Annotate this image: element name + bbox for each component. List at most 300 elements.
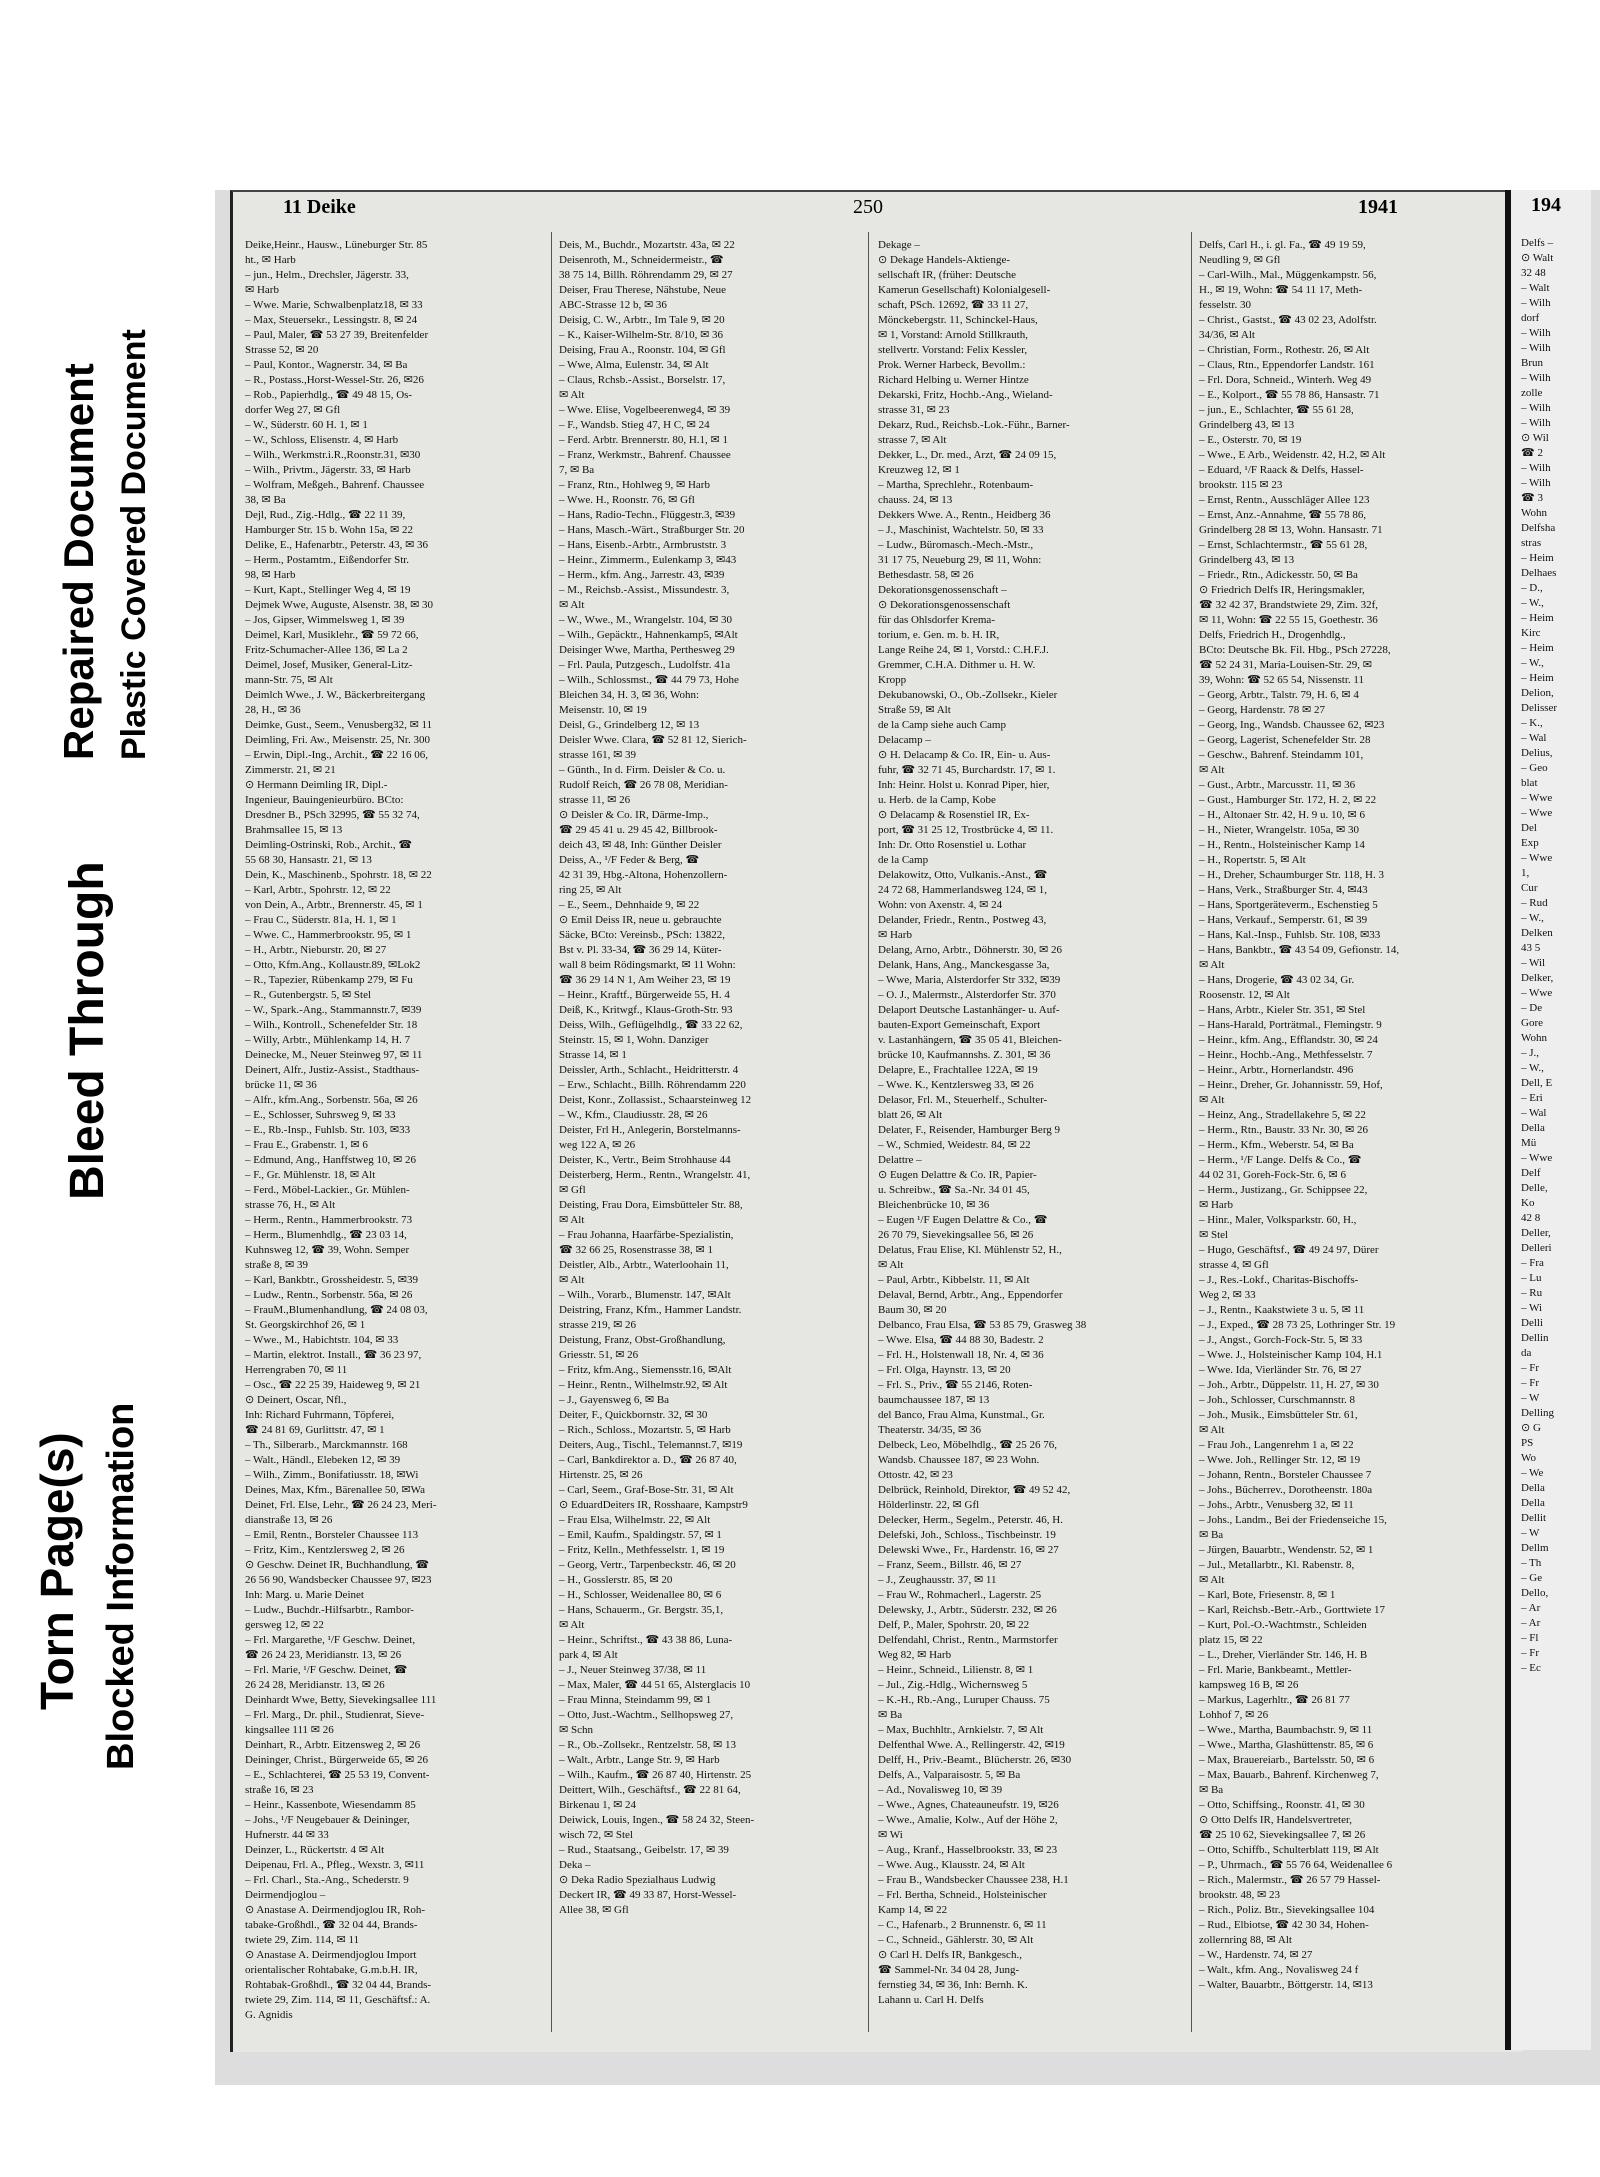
directory-entry-line: Deiser, Frau Therese, Nähstube, Neue xyxy=(559,284,727,296)
directory-entry-line: 7, ✉ Ba xyxy=(559,464,595,476)
directory-entry-line: – Frau W., Rohmacherl., Lagerstr. 25 xyxy=(878,1589,1042,1601)
directory-entry-line: Mü xyxy=(1521,1137,1537,1149)
directory-entry-line: – Heinr., Schriftst., ☎ 43 38 86, Luna- xyxy=(559,1634,733,1646)
directory-entry-line: Hirtenstr. 25, ✉ 26 xyxy=(559,1469,643,1481)
directory-entry-line: Gore xyxy=(1521,1017,1543,1029)
directory-entry-line: – Frl. Dora, Schneid., Winterh. Weg 49 xyxy=(1199,374,1372,386)
directory-entry-line: – Osc., ☎ 22 25 39, Haideweg 9, ✉ 21 xyxy=(245,1379,421,1391)
directory-entry-line: Baum 30, ✉ 20 xyxy=(878,1304,947,1316)
column-rule xyxy=(551,232,552,2032)
directory-entry-line: BCto: Deutsche Bk. Fil. Hbg., PSch 27228, xyxy=(1199,644,1391,656)
directory-entry-line: de la Camp siehe auch Camp xyxy=(878,719,1006,731)
directory-entry-line: tabake-Großhdl., ☎ 32 04 44, Brands- xyxy=(245,1919,418,1931)
directory-entry-line: – C., Schneid., Gählerstr. 30, ✉ Alt xyxy=(878,1934,1034,1946)
directory-entry-line: 38, ✉ Ba xyxy=(245,494,286,506)
directory-entry-line: Prok. Werner Harbeck, Bevollm.: xyxy=(878,359,1026,371)
directory-entry-line: – Wwe. Joh., Rellinger Str. 12, ✉ 19 xyxy=(1199,1454,1361,1466)
directory-entry-line: da xyxy=(1521,1347,1532,1359)
directory-entry-line: – jun., E., Schlachter, ☎ 55 61 28, xyxy=(1199,404,1354,416)
directory-entry-line: – FrauM.,Blumenhandlung, ☎ 24 08 03, xyxy=(245,1304,428,1316)
directory-page xyxy=(230,190,1523,2052)
directory-entry-line: – Rich., Schloss., Mozartstr. 5, ✉ Harb xyxy=(559,1424,731,1436)
directory-entry-line: Kamerun Gesellschaft) Kolonialgesell- xyxy=(878,284,1051,296)
directory-entry-line: Deimke, Gust., Seem., Venusberg32, ✉ 11 xyxy=(245,719,433,731)
directory-entry-line: Delander, Friedr., Rentn., Postweg 43, xyxy=(878,914,1047,926)
directory-entry-line: – Otto, Schiffsing., Roonstr. 41, ✉ 30 xyxy=(1199,1799,1365,1811)
directory-entry-line: Deiß, K., Kritwgf., Klaus-Groth-Str. 93 xyxy=(559,1004,733,1016)
directory-entry-line: – W., xyxy=(1521,912,1544,924)
directory-entry-line: ✉ 11, Wohn: ☎ 22 55 15, Goethestr. 36 xyxy=(1199,614,1378,626)
directory-entry-line: ☎ 3 xyxy=(1521,492,1543,504)
bleed-through-label: Bleed Through xyxy=(61,861,114,1200)
directory-entry-line: – Wwe., Martha, Baumbachstr. 9, ✉ 11 xyxy=(1199,1724,1373,1736)
directory-entry-line: – H., Schlosser, Weidenallee 80, ✉ 6 xyxy=(559,1589,722,1601)
directory-entry-line: Delling xyxy=(1521,1407,1554,1419)
directory-entry-line: straße 8, ✉ 39 xyxy=(245,1259,308,1271)
directory-entry-line: ☎ Sammel-Nr. 34 04 28, Jung- xyxy=(878,1964,1020,1976)
directory-entry-line: – R., Tapezier, Rübenkamp 279, ✉ Fu xyxy=(245,974,413,986)
directory-entry-line: – Claus, Rtn., Eppendorfer Landstr. 161 xyxy=(1199,359,1375,371)
directory-entry-line: Deisl, G., Grindelberg 12, ✉ 13 xyxy=(559,719,700,731)
directory-entry-line: – W., Schloss, Elisenstr. 4, ✉ Harb xyxy=(245,434,399,446)
directory-entry-line: – Wwe. Elise, Vogelbeerenweg4, ✉ 39 xyxy=(559,404,731,416)
directory-entry-line: ⊙ Dekorationsgenossenschaft xyxy=(878,599,1011,611)
directory-entry-line: u. Schreibw., ☎ Sa.-Nr. 34 01 45, xyxy=(878,1184,1030,1196)
directory-entry-line: ✉ Wi xyxy=(878,1829,903,1841)
directory-entry-line: Lahann u. Carl H. Delfs xyxy=(878,1994,984,2006)
directory-entry-line: – J., Neuer Steinweg 37/38, ✉ 11 xyxy=(559,1664,707,1676)
directory-entry-line: Kuhnsweg 12, ☎ 39, Wohn. Semper xyxy=(245,1244,410,1256)
directory-entry-line: ⊙ Geschw. Deinet IR, Buchhandlung, ☎ xyxy=(245,1559,430,1571)
directory-entry-line: – Wilh xyxy=(1521,477,1551,489)
directory-entry-line: Grindelberg 43, ✉ 13 xyxy=(1199,419,1295,431)
directory-entry-line: – Frl. Olga, Haynstr. 13, ✉ 20 xyxy=(878,1364,1011,1376)
directory-entry-line: – Wilh xyxy=(1521,372,1551,384)
scanned-page xyxy=(215,190,1600,2085)
directory-entry-line: – We xyxy=(1521,1467,1544,1479)
directory-entry-line: – Wwe, Alma, Eulenstr. 34, ✉ Alt xyxy=(559,359,709,371)
directory-entry-line: straße 16, ✉ 23 xyxy=(245,1784,314,1796)
directory-entry-line: Deimling-Ostrinski, Rob., Archit., ☎ xyxy=(245,839,413,851)
directory-entry-line: Delewski Wwe., Fr., Hardenstr. 16, ✉ 27 xyxy=(878,1544,1059,1556)
directory-entry-line: ✉ Gfl xyxy=(559,1184,586,1196)
directory-entry-line: – Alfr., kfm.Ang., Sorbenstr. 56a, ✉ 26 xyxy=(245,1094,418,1106)
directory-entry-line: – Herm., Rtn., Baustr. 33 Nr. 30, ✉ 26 xyxy=(1199,1124,1369,1136)
column-rule xyxy=(868,232,869,2032)
directory-entry-line: Bethesdastr. 58, ✉ 26 xyxy=(878,569,974,581)
directory-entry-line: – Fritz, Kim., Kentzlersweg 2, ✉ 26 xyxy=(245,1544,405,1556)
directory-entry-line: Dekarz, Rud., Reichsb.-Lok.-Führ., Barner- xyxy=(878,419,1070,431)
directory-entry-line: Delefski, Joh., Schloss., Tischbeinstr. 19 xyxy=(878,1529,1056,1541)
directory-entry-line: – Rud., Staatsang., Geibelstr. 17, ✉ 39 xyxy=(559,1844,729,1856)
directory-entry-line: – H., Gosslerstr. 85, ✉ 20 xyxy=(559,1574,673,1586)
directory-entry-line: – Fr xyxy=(1521,1647,1540,1659)
directory-entry-line: – K., xyxy=(1521,717,1543,729)
directory-entry-line: – Georg, Vertr., Tarpenbeckstr. 46, ✉ 20 xyxy=(559,1559,736,1571)
directory-entry-line: – Frl. Marie, Bankbeamt., Mettler- xyxy=(1199,1664,1352,1676)
directory-entry-line: ring 25, ✉ Alt xyxy=(559,884,622,896)
directory-entry-line: Cur xyxy=(1521,882,1538,894)
directory-entry-line: – Wwe., E Arb., Weidenstr. 42, H.2, ✉ Alt xyxy=(1199,449,1386,461)
directory-entry-line: – Wwe., Amalie, Kolw., Auf der Höhe 2, xyxy=(878,1814,1058,1826)
directory-entry-line: Säcke, BCto: Vereinsb., PSch: 13822, xyxy=(559,929,726,941)
directory-entry-line: Deirmendjoglou – xyxy=(245,1889,326,1901)
directory-entry-line: – Ernst, Anz.-Annahme, ☎ 55 78 86, xyxy=(1199,509,1367,521)
directory-entry-line: – E., Seem., Dehnhaide 9, ✉ 22 xyxy=(559,899,700,911)
directory-entry-line: ⊙ H. Delacamp & Co. IR, Ein- u. Aus- xyxy=(878,749,1051,761)
directory-entry-line: – Karl, Bote, Friesenstr. 8, ✉ 1 xyxy=(1199,1589,1336,1601)
directory-entry-line: – Wilh., Schlossmst., ☎ 44 79 73, Hohe xyxy=(559,674,739,686)
directory-entry-line: – Paul, Kontor., Wagnerstr. 34, ✉ Ba xyxy=(245,359,408,371)
directory-entry-line: ⊙ EduardDeiters IR, Rosshaare, Kampstr9 xyxy=(559,1499,748,1511)
directory-entry-line: ✉ Alt xyxy=(559,1274,585,1286)
directory-entry-line: – Wwe. H., Roonstr. 76, ✉ Gfl xyxy=(559,494,695,506)
directory-entry-line: – Wwe. K., Kentzlersweg 33, ✉ 26 xyxy=(878,1079,1034,1091)
directory-entry-line: G. Agnidis xyxy=(245,2009,293,2021)
directory-entry-line: bauten-Export Gemeinschaft, Export xyxy=(878,1019,1041,1031)
directory-entry-line: Brahmsallee 15, ✉ 13 xyxy=(245,824,343,836)
directory-entry-line: Hufnerstr. 44 ✉ 33 xyxy=(245,1829,329,1841)
directory-entry-line: – Eduard, ¹/F Raack & Delfs, Hassel- xyxy=(1199,464,1364,476)
directory-entry-line: Brun xyxy=(1521,357,1543,369)
directory-entry-line: kingsallee 111 ✉ 26 xyxy=(245,1724,334,1736)
directory-entry-line: – Rich., Poliz. Btr., Sievekingsallee 104 xyxy=(1199,1904,1375,1916)
directory-entry-line: – Geo xyxy=(1521,762,1548,774)
directory-entry-line: Delank, Hans, Ang., Manckesgasse 3a, xyxy=(878,959,1050,971)
directory-entry-line: Strasse 52, ✉ 20 xyxy=(245,344,319,356)
directory-entry-line: ⊙ Friedrich Delfs IR, Heringsmakler, xyxy=(1199,584,1365,596)
directory-entry-line: 28, H., ✉ 36 xyxy=(245,704,301,716)
directory-entry-line: – Heinr., Rentn., Wilhelmstr.92, ✉ Alt xyxy=(559,1379,728,1391)
directory-entry-line: – Ad., Novalisweg 10, ✉ 39 xyxy=(878,1784,1003,1796)
directory-entry-line: – Max, Brauereiarb., Bartelsstr. 50, ✉ 6 xyxy=(1199,1754,1375,1766)
directory-entry-line: – Ludw., Büromasch.-Mech.-Mstr., xyxy=(878,539,1034,551)
directory-entry-line: Dellm xyxy=(1521,1542,1549,1554)
directory-entry-line: Dellin xyxy=(1521,1332,1549,1344)
directory-entry-line: – Wilh., Kontroll., Schenefelder Str. 18 xyxy=(245,1019,418,1031)
directory-entry-line: strasse 7, ✉ Alt xyxy=(878,434,947,446)
directory-entry-line: Deistung, Franz, Obst-Großhandlung, xyxy=(559,1334,726,1346)
directory-entry-line: – W., Schmied, Weidestr. 84, ✉ 22 xyxy=(878,1139,1031,1151)
directory-entry-line: 31 17 75, Neueburg 29, ✉ 11, Wohn: xyxy=(878,554,1042,566)
directory-entry-line: Inh: Marg. u. Marie Deinet xyxy=(245,1589,364,1601)
directory-entry-line: – Eugen ¹/F Eugen Delattre & Co., ☎ xyxy=(878,1214,1048,1226)
directory-entry-line: Della xyxy=(1521,1497,1545,1509)
directory-entry-line: – Walt., Arbtr., Lange Str. 9, ✉ Harb xyxy=(559,1754,720,1766)
directory-entry-line: – Franz, Seem., Billstr. 46, ✉ 27 xyxy=(878,1559,1022,1571)
directory-entry-line: Deisinger Wwe, Martha, Perthesweg 29 xyxy=(559,644,735,656)
directory-entry-line: Wohn xyxy=(1521,1032,1548,1044)
directory-entry-line: – Heim xyxy=(1521,672,1554,684)
directory-entry-line: – Herm., Postamtm., Eißendorfer Str. xyxy=(245,554,410,566)
directory-entry-line: Deka – xyxy=(559,1859,591,1871)
directory-entry-line: – Wilh xyxy=(1521,402,1551,414)
directory-entry-line: – Otto, Kfm.Ang., Kollaustr.89, ✉Lok2 xyxy=(245,959,421,971)
directory-entry-line: ⊙ Otto Delfs IR, Handelsvertreter, xyxy=(1199,1814,1352,1826)
directory-entry-line: – Edmund, Ang., Hanffstweg 10, ✉ 26 xyxy=(245,1154,416,1166)
directory-entry-line: fuhr, ☎ 32 71 45, Burchardstr. 17, ✉ 1. xyxy=(878,764,1056,776)
directory-entry-line: Dekarski, Fritz, Hochb.-Ang., Wieland- xyxy=(878,389,1053,401)
directory-entry-line: Deike,Heinr., Hausw., Lüneburger Str. 85 xyxy=(245,239,428,251)
directory-entry-line: – Hans, Eisenb.-Arbtr., Armbruststr. 3 xyxy=(559,539,727,551)
directory-entry-line: Delang, Arno, Arbtr., Döhnerstr. 30, ✉ 26 xyxy=(878,944,1062,956)
directory-entry-line: – Wwe., Martha, Glashüttenstr. 85, ✉ 6 xyxy=(1199,1739,1374,1751)
directory-entry-line: – Franz, Rtn., Hohlweg 9, ✉ Harb xyxy=(559,479,710,491)
directory-entry-line: – Fl xyxy=(1521,1632,1539,1644)
directory-entry-line: Birkenau 1, ✉ 24 xyxy=(559,1799,637,1811)
directory-entry-line: ✉ 1, Vorstand: Arnold Stillkrauth, xyxy=(878,329,1028,341)
directory-entry-line: – M., Reichsb.-Assist., Missundestr. 3, xyxy=(559,584,730,596)
directory-entry-line: – De xyxy=(1521,1002,1543,1014)
directory-entry-line: – D., xyxy=(1521,582,1543,594)
directory-entry-line: Delike, E., Hafenarbtr., Peterstr. 43, ✉ 36 xyxy=(245,539,429,551)
directory-entry-line: – Erwin, Dipl.-Ing., Archit., ☎ 22 16 06, xyxy=(245,749,428,761)
directory-entry-line: – Jul., Metallarbtr., Kl. Rabenstr. 8, xyxy=(1199,1559,1355,1571)
directory-entry-line: ✉ Schn xyxy=(559,1724,593,1736)
directory-entry-line: ⊙ Emil Deiss IR, neue u. gebrauchte xyxy=(559,914,722,926)
directory-entry-line: Dejl, Rud., Zig.-Hdlg., ☎ 22 11 39, xyxy=(245,509,406,521)
directory-entry-line: Deiss, Wilh., Geflügelhdlg., ☎ 33 22 62, xyxy=(559,1019,743,1031)
directory-entry-line: – W., xyxy=(1521,1062,1544,1074)
directory-entry-line: – Rud., Elbiotse, ☎ 42 30 34, Hohen- xyxy=(1199,1919,1369,1931)
directory-entry-line: – Christ., Gastst., ☎ 43 02 23, Adolfstr. xyxy=(1199,314,1377,326)
directory-entry-line: Inh: Richard Fuhrmann, Töpferei, xyxy=(245,1409,395,1421)
directory-entry-line: – Ge xyxy=(1521,1572,1543,1584)
directory-entry-line: – Jul., Zig.-Hdlg., Wichernsweg 5 xyxy=(878,1679,1028,1691)
directory-entry-line: brücke 11, ✉ 36 xyxy=(245,1079,317,1091)
directory-entry-line: – W xyxy=(1521,1527,1540,1539)
directory-entry-line: St. Georgskirchhof 26, ✉ 1 xyxy=(245,1319,366,1331)
directory-entry-line: Deinert, Alfr., Justiz-Assist., Stadthaus- xyxy=(245,1064,420,1076)
directory-entry-line: – C., Hafenarb., 2 Brunnenstr. 6, ✉ 11 xyxy=(878,1919,1047,1931)
directory-entry-line: ✉ Harb xyxy=(245,284,279,296)
directory-entry-line: Del xyxy=(1521,822,1537,834)
directory-entry-line: Lohhof 7, ✉ 26 xyxy=(1199,1709,1269,1721)
directory-entry-line: ⊙ Deisler & Co. IR, Därme-Imp., xyxy=(559,809,709,821)
plastic-covered-label: Plastic Covered Document xyxy=(115,329,153,760)
directory-entry-line: – Hinr., Maler, Volksparkstr. 60, H., xyxy=(1199,1214,1357,1226)
directory-entry-line: – Frau Joh., Langenrehm 1 a, ✉ 22 xyxy=(1199,1439,1354,1451)
directory-entry-line: – Hans, Drogerie, ☎ 43 02 34, Gr. xyxy=(1199,974,1355,986)
directory-entry-line: Delater, F., Reisender, Hamburger Berg 9 xyxy=(878,1124,1061,1136)
directory-entry-line: Delius, xyxy=(1521,747,1553,759)
directory-entry-line: Dejmek Wwe, Auguste, Alsenstr. 38, ✉ 30 xyxy=(245,599,434,611)
directory-entry-line: Deisterberg, Herm., Rentn., Wrangelstr. 41, xyxy=(559,1169,751,1181)
directory-entry-line: Deimel, Josef, Musiker, General-Litz- xyxy=(245,659,413,671)
directory-entry-line: ✉ Alt xyxy=(1199,1574,1225,1586)
directory-entry-line: Delker, xyxy=(1521,972,1554,984)
directory-entry-line: Delf, P., Maler, Spohrstr. 20, ✉ 22 xyxy=(878,1619,1030,1631)
directory-entry-line: dorfer Weg 27, ✉ Gfl xyxy=(245,404,341,416)
directory-entry-line: ⊙ Delacamp & Rosenstiel IR, Ex- xyxy=(878,809,1030,821)
directory-entry-line: – Franz, Werkmstr., Bahrenf. Chaussee xyxy=(559,449,731,461)
directory-entry-line: 42 31 39, Hbg.-Altona, Hohenzollern- xyxy=(559,869,728,881)
directory-entry-line: – W., xyxy=(1521,657,1544,669)
directory-entry-line: – Otto, Schiffb., Schulterblatt 119, ✉ Alt xyxy=(1199,1844,1379,1856)
directory-entry-line: – H., Arbtr., Nieburstr. 20, ✉ 27 xyxy=(245,944,387,956)
directory-entry-line: ☎ 29 45 41 u. 29 45 42, Billbrook- xyxy=(559,824,718,836)
directory-entry-line: fernstieg 34, ✉ 36, Inh: Bernh. K. xyxy=(878,1979,1028,1991)
directory-entry-line: – Günth., In d. Firm. Deisler & Co. u. xyxy=(559,764,726,776)
directory-entry-line: ✉ Ba xyxy=(878,1709,903,1721)
directory-entry-line: – H., Nieter, Wrangelstr. 105a, ✉ 30 xyxy=(1199,824,1359,836)
directory-entry-line: – Wilh., Privtm., Jägerstr. 33, ✉ Harb xyxy=(245,464,411,476)
directory-entry-line: 24 72 68, Hammerlandsweg 124, ✉ 1, xyxy=(878,884,1047,896)
directory-entry-line: ☎ 52 24 31, Maria-Louisen-Str. 29, ✉ xyxy=(1199,659,1372,671)
directory-entry-line: – Th., Silberarb., Marckmannstr. 168 xyxy=(245,1439,408,1451)
directory-entry-line: strasse 11, ✉ 26 xyxy=(559,794,631,806)
directory-entry-line: – Wwe. Ida, Vierländer Str. 76, ✉ 27 xyxy=(1199,1364,1362,1376)
directory-entry-line: – Max, Bauarb., Bahrenf. Kirchenweg 7, xyxy=(1199,1769,1379,1781)
directory-entry-line: Dekkers Wwe. A., Rentn., Heidberg 36 xyxy=(878,509,1051,521)
directory-entry-line: – Rud xyxy=(1521,897,1548,909)
directory-entry-line: ⊙ Dekage Handels-Aktienge- xyxy=(878,254,1010,266)
directory-entry-line: – Erw., Schlacht., Billh. Röhrendamm 220 xyxy=(559,1079,746,1091)
directory-entry-line: Delewsky, J., Arbtr., Süderstr. 232, ✉ 26 xyxy=(878,1604,1057,1616)
directory-entry-line: – Wilh., Kaufm., ☎ 26 87 40, Hirtenstr. 25 xyxy=(559,1769,752,1781)
directory-entry-line: Delapre, E., Frachtallee 122A, ✉ 19 xyxy=(878,1064,1038,1076)
directory-entry-line: ABC-Strasse 12 b, ✉ 36 xyxy=(559,299,667,311)
directory-entry-line: – Wilh., Vorarb., Blumenstr. 147, ✉Alt xyxy=(559,1289,731,1301)
directory-entry-line: twiete 29, Zim. 114, ✉ 11, Geschäftsf.: A. xyxy=(245,1994,431,2006)
directory-entry-line: 38 75 14, Billh. Röhrendamm 29, ✉ 27 xyxy=(559,269,733,281)
directory-entry-line: – W., Wwe., M., Wrangelstr. 104, ✉ 30 xyxy=(559,614,733,626)
directory-entry-line: – Walter, Bauarbtr., Böttgerstr. 14, ✉13 xyxy=(1199,1979,1373,1991)
directory-entry-line: 32 48 xyxy=(1521,267,1546,279)
directory-entry-line: PS xyxy=(1521,1437,1534,1449)
directory-entry-line: Delattre – xyxy=(878,1154,922,1166)
directory-entry-line: brookstr. 48, ✉ 23 xyxy=(1199,1889,1281,1901)
directory-entry-line: ⊙ Walt xyxy=(1521,252,1554,264)
directory-entry-line: – Wilh., Gepäcktr., Hahnenkamp5, ✉Alt xyxy=(559,629,738,641)
directory-entry-line: – Emil, Rentn., Borsteler Chaussee 113 xyxy=(245,1529,419,1541)
directory-entry-line: strasse 4, ✉ Gfl xyxy=(1199,1259,1269,1271)
directory-entry-line: – Heinr., Hochb.-Ang., Methfesselstr. 7 xyxy=(1199,1049,1373,1061)
directory-entry-line: Grindelberg 28 ✉ 13, Wohn. Hansastr. 71 xyxy=(1199,524,1383,536)
directory-entry-line: Dekker, L., Dr. med., Arzt, ☎ 24 09 15, xyxy=(878,449,1057,461)
torn-pages-label: Torn Page(s) xyxy=(31,1432,83,1710)
header-left: 11 Deike xyxy=(283,196,356,218)
directory-entry-line: ⊙ Anastase A. Deirmendjoglou IR, Roh- xyxy=(245,1904,426,1916)
directory-entry-line: Rudolf Reich, ☎ 26 78 08, Meridian- xyxy=(559,779,728,791)
directory-entry-line: – Fr xyxy=(1521,1377,1540,1389)
directory-entry-line: – Wwe., M., Habichtstr. 104, ✉ 33 xyxy=(245,1334,399,1346)
directory-entry-line: Deising, Frau A., Roonstr. 104, ✉ Gfl xyxy=(559,344,726,356)
directory-entry-line: – Lu xyxy=(1521,1272,1542,1284)
adjacent-page-header: 194 xyxy=(1531,194,1561,216)
directory-entry-line: 1, xyxy=(1521,867,1530,879)
directory-entry-line: – Herm., ¹/F Lange. Delfs & Co., ☎ xyxy=(1199,1154,1362,1166)
directory-entry-line: Delecker, Herm., Segelm., Peterstr. 46, H. xyxy=(878,1514,1063,1526)
directory-entry-line: – Fritz, Kelln., Methfesselstr. 1, ✉ 19 xyxy=(559,1544,725,1556)
directory-entry-line: Deininger, Christ., Bürgerweide 65, ✉ 26 xyxy=(245,1754,429,1766)
directory-entry-line: – Paul, Arbtr., Kibbelstr. 11, ✉ Alt xyxy=(878,1274,1030,1286)
directory-entry-line: – O. J., Malermstr., Alsterdorfer Str. 370 xyxy=(878,989,1056,1001)
directory-entry-line: Neudling 9, ✉ Gfl xyxy=(1199,254,1281,266)
directory-entry-line: – Heinr., Zimmerm., Eulenkamp 3, ✉43 xyxy=(559,554,737,566)
directory-entry-line: – Karl, Bankbtr., Grossheidestr. 5, ✉39 xyxy=(245,1274,418,1286)
directory-entry-line: ✉ Alt xyxy=(1199,959,1225,971)
directory-entry-line: – Wal xyxy=(1521,732,1547,744)
directory-entry-line: Delion, xyxy=(1521,687,1554,699)
directory-entry-line: – Heinr., kfm. Ang., Efflandstr. 30, ✉ 24 xyxy=(1199,1034,1378,1046)
directory-entry-line: Delatus, Frau Elise, Kl. Mühlenstr 52, H., xyxy=(878,1244,1062,1256)
directory-entry-line: Wohn xyxy=(1521,507,1548,519)
directory-entry-line: Delacamp – xyxy=(878,734,931,746)
directory-entry-line: Dein, K., Maschinenb., Spohrstr. 18, ✉ 22 xyxy=(245,869,432,881)
directory-entry-line: Steinstr. 15, ✉ 1, Wohn. Danziger xyxy=(559,1034,709,1046)
directory-entry-line: – Walt., kfm. Ang., Novalisweg 24 f xyxy=(1199,1964,1359,1976)
directory-entry-line: – W., Hardenstr. 74, ✉ 27 xyxy=(1199,1949,1313,1961)
directory-entry-line: Wandsb. Chaussee 187, ✉ 23 Wohn. xyxy=(878,1454,1040,1466)
directory-entry-line: – Fritz, kfm.Ang., Siemensstr.16, ✉Alt xyxy=(559,1364,732,1376)
directory-entry-line: – Frau Johanna, Haarfärbe-Spezialistin, xyxy=(559,1229,734,1241)
directory-entry-line: schaft, PSch. 12692, ☎ 33 11 27, xyxy=(878,299,1029,311)
directory-entry-line: Kamp 14, ✉ 22 xyxy=(878,1904,948,1916)
directory-entry-line: Delbanco, Frau Elsa, ☎ 53 85 79, Grasweg 38 xyxy=(878,1319,1087,1331)
directory-entry-line: – Wwe, Maria, Alsterdorfer Str 332, ✉39 xyxy=(878,974,1061,986)
blocked-information-label: Blocked Information xyxy=(100,1402,142,1770)
directory-entry-line: – Hans-Harald, Porträtmal., Flemingstr. 9 xyxy=(1199,1019,1382,1031)
directory-entry-line: ✉ Alt xyxy=(878,1259,904,1271)
column-3 xyxy=(878,238,1186,2028)
directory-entry-line: – Emil, Kaufm., Spaldingstr. 57, ✉ 1 xyxy=(559,1529,722,1541)
directory-entry-line: Deinhart, R., Arbtr. Eitzensweg 2, ✉ 26 xyxy=(245,1739,421,1751)
directory-entry-line: ht., ✉ Harb xyxy=(245,254,296,266)
directory-entry-line: – Joh., Arbtr., Düppelstr. 11, H. 27, ✉ 30 xyxy=(1199,1379,1379,1391)
directory-entry-line: strasse 219, ✉ 26 xyxy=(559,1319,637,1331)
directory-entry-line: – Wilh xyxy=(1521,417,1551,429)
directory-entry-line: – Kurt, Pol.-O.-Wachtmstr., Schleiden xyxy=(1199,1619,1367,1631)
directory-entry-line: Delfs – xyxy=(1521,237,1554,249)
directory-entry-line: Delle, xyxy=(1521,1182,1548,1194)
directory-entry-line: zolle xyxy=(1521,387,1543,399)
directory-entry-line: Dekubanowski, O., Ob.-Zollsekr., Kieler xyxy=(878,689,1058,701)
directory-entry-line: – Hans, Kal.-Insp., Fuhlsb. Str. 108, ✉33 xyxy=(1199,929,1381,941)
directory-entry-line: ✉ Ba xyxy=(1199,1529,1224,1541)
directory-entry-line: – K., Kaiser-Wilhelm-Str. 8/10, ✉ 36 xyxy=(559,329,724,341)
directory-entry-line: Weg 2, ✉ 33 xyxy=(1199,1289,1256,1301)
directory-entry-line: dianstraße 13, ✉ 26 xyxy=(245,1514,333,1526)
directory-entry-line: Herrengraben 70, ✉ 11 xyxy=(245,1364,348,1376)
directory-entry-line: sellschaft IR, (früher: Deutsche xyxy=(878,269,1017,281)
directory-entry-line: – Hans, Masch.-Wärt., Straßburger Str. 20 xyxy=(559,524,745,536)
directory-entry-line: – Markus, Lagerhltr., ☎ 26 81 77 xyxy=(1199,1694,1350,1706)
directory-entry-line: Kreuzweg 12, ✉ 1 xyxy=(878,464,960,476)
directory-entry-line: Deller, xyxy=(1521,1227,1551,1239)
directory-entry-line: ☎ 2 xyxy=(1521,447,1543,459)
directory-entry-line: – Ar xyxy=(1521,1617,1541,1629)
directory-entry-line: – Carl-Wilh., Mal., Müggenkampstr. 56, xyxy=(1199,269,1377,281)
directory-entry-line: Griesstr. 51, ✉ 26 xyxy=(559,1349,639,1361)
directory-entry-line: – Carl, Seem., Graf-Bose-Str. 31, ✉ Alt xyxy=(559,1484,734,1496)
directory-entry-line: – E., Rb.-Insp., Fuhlsb. Str. 103, ✉33 xyxy=(245,1124,411,1136)
directory-entry-line: Delfs, A., Valparaisostr. 5, ✉ Ba xyxy=(878,1769,1021,1781)
directory-entry-line: ✉ Alt xyxy=(559,389,585,401)
directory-entry-line: – Johs., Bücherrev., Dorotheenstr. 180a xyxy=(1199,1484,1373,1496)
directory-entry-line: strasse 161, ✉ 39 xyxy=(559,749,637,761)
directory-entry-line: – Frl. Margarethe, ¹/F Geschw. Deinet, xyxy=(245,1634,416,1646)
directory-entry-line: Delfs, Carl H., i. gl. Fa., ☎ 49 19 59, xyxy=(1199,239,1366,251)
directory-entry-line: – Wwe xyxy=(1521,792,1553,804)
directory-entry-line: baumchaussee 187, ✉ 13 xyxy=(878,1394,990,1406)
directory-entry-line: – jun., Helm., Drechsler, Jägerstr. 33, xyxy=(245,269,409,281)
directory-entry-line: – Joh., Schlosser, Curschmannstr. 8 xyxy=(1199,1394,1355,1406)
directory-entry-line: – Heim xyxy=(1521,552,1554,564)
directory-entry-line: ⊙ Eugen Delattre & Co. IR, Papier- xyxy=(878,1169,1037,1181)
directory-entry-line: ✉ Harb xyxy=(878,929,912,941)
directory-entry-line: – Max, Buchhltr., Arnkielstr. 7, ✉ Alt xyxy=(878,1724,1044,1736)
